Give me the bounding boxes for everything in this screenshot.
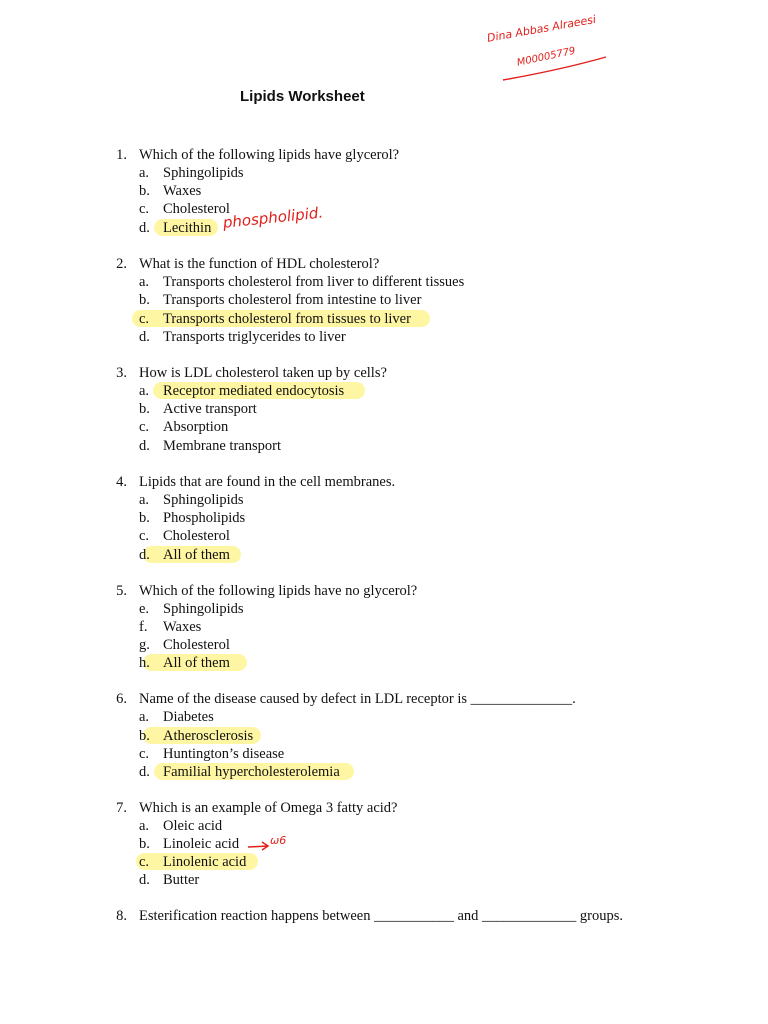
question-number: 7. <box>116 800 127 816</box>
option-text: Transports cholesterol from liver to different tissues <box>163 274 465 290</box>
question-text: Which of the following lipids have glycerol? <box>139 147 400 163</box>
question-text: Esterification reaction happens between ___________ and _____________ groups. <box>139 908 624 924</box>
question-text: Which of the following lipids have no glycerol? <box>139 583 418 599</box>
option-letter: a. <box>139 492 150 508</box>
question-number: 5. <box>116 583 127 599</box>
option-text: Lecithin <box>163 220 212 236</box>
option-letter: b. <box>139 510 150 526</box>
option-letter: f. <box>139 619 148 635</box>
option-text: All of them <box>163 547 230 563</box>
option-text: Membrane transport <box>163 438 281 454</box>
question-number: 4. <box>116 474 127 490</box>
option-letter: a. <box>139 383 150 399</box>
question-text: Which is an example of Omega 3 fatty acid? <box>139 800 398 816</box>
handwritten-name: Dina Abbas Alraeesi <box>486 12 597 45</box>
option-letter: d. <box>139 329 150 345</box>
question-text: What is the function of HDL cholesterol? <box>139 256 380 272</box>
option-text: Transports cholesterol from tissues to liver <box>163 311 411 327</box>
option-letter: a. <box>139 165 150 181</box>
option-letter: c. <box>139 528 150 544</box>
option-text: Transports triglycerides to liver <box>163 329 346 345</box>
option-letter: c. <box>139 746 150 762</box>
question-text: Lipids that are found in the cell membranes. <box>139 474 396 490</box>
option-letter: a. <box>139 818 150 834</box>
option-letter: h. <box>139 655 150 671</box>
option-text: Atherosclerosis <box>163 728 254 744</box>
option-text: Sphingolipids <box>163 165 244 181</box>
option-letter: b. <box>139 401 150 417</box>
option-text: Sphingolipids <box>163 601 244 617</box>
question-number: 8. <box>116 908 127 924</box>
option-text: Linolenic acid <box>163 854 247 870</box>
option-text: Cholesterol <box>163 528 230 544</box>
option-letter: d. <box>139 220 150 236</box>
option-text: Receptor mediated endocytosis <box>163 383 345 399</box>
option-text: Familial hypercholesterolemia <box>163 764 340 780</box>
option-letter: b. <box>139 292 150 308</box>
option-text: Waxes <box>163 183 202 199</box>
option-letter: b. <box>139 183 150 199</box>
question-number: 1. <box>116 147 127 163</box>
option-text: All of them <box>163 655 230 671</box>
option-letter: a. <box>139 274 150 290</box>
option-letter: a. <box>139 709 150 725</box>
option-text: Linoleic acid <box>163 836 240 852</box>
option-letter: d. <box>139 872 150 888</box>
option-letter: b. <box>139 728 150 744</box>
question-number: 2. <box>116 256 127 272</box>
option-letter: g. <box>139 637 150 653</box>
option-text: Oleic acid <box>163 818 223 834</box>
question-number: 6. <box>116 691 127 707</box>
handwritten-student-id: M00005779 <box>516 45 577 69</box>
option-text: Cholesterol <box>163 637 230 653</box>
option-letter: d. <box>139 438 150 454</box>
handwritten-note-phospholipid: phospholipid. <box>222 203 324 232</box>
option-letter: c. <box>139 201 150 217</box>
option-text: Butter <box>163 872 200 888</box>
option-letter: e. <box>139 601 150 617</box>
question-text: How is LDL cholesterol taken up by cells? <box>139 365 387 381</box>
option-text: Transports cholesterol from intestine to liver <box>163 292 422 308</box>
option-letter: d. <box>139 547 150 563</box>
option-text: Waxes <box>163 619 202 635</box>
option-letter: d. <box>139 764 150 780</box>
question-number: 3. <box>116 365 127 381</box>
option-text: Diabetes <box>163 709 214 725</box>
option-text: Absorption <box>163 419 229 435</box>
option-text: Sphingolipids <box>163 492 244 508</box>
option-text: Phospholipids <box>163 510 246 526</box>
option-letter: c. <box>139 311 150 327</box>
option-text: Huntington’s disease <box>163 746 285 762</box>
page-title: Lipids Worksheet <box>240 88 365 105</box>
option-letter: c. <box>139 854 150 870</box>
option-text: Cholesterol <box>163 201 230 217</box>
option-text: Active transport <box>163 401 257 417</box>
option-letter: c. <box>139 419 150 435</box>
handwritten-note-omega6: ω6 <box>270 834 287 847</box>
question-text: Name of the disease caused by defect in LDL receptor is ______________. <box>139 691 576 707</box>
option-letter: b. <box>139 836 150 852</box>
